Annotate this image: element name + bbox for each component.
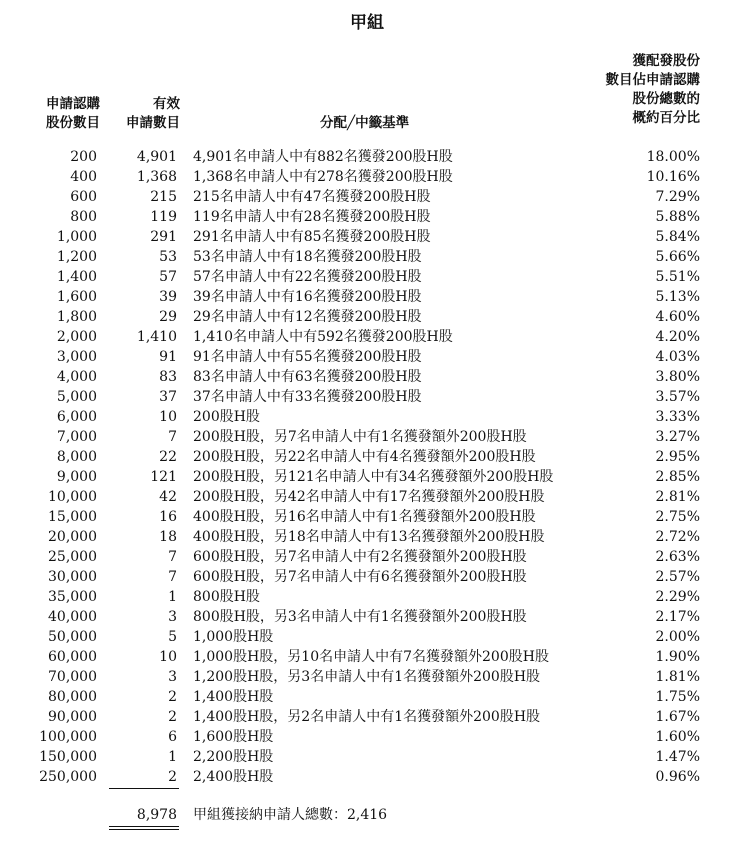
cell-valid-applications: 2	[168, 769, 177, 785]
header-allocation-basis: 分配╱中籤基準	[320, 115, 410, 131]
cell-allocation-basis: 53名申請人中有18名獲發200股H股	[193, 249, 422, 265]
cell-shares-applied: 2,000	[56, 329, 97, 345]
cell-shares-applied: 150,000	[39, 749, 97, 765]
cell-percentage: 4.03%	[655, 349, 700, 365]
cell-allocation-basis: 400股H股，另16名申請人中有1名獲發額外200股H股	[193, 509, 536, 525]
cell-shares-applied: 1,800	[56, 309, 97, 325]
table-row	[0, 267, 734, 287]
table-row	[0, 527, 734, 547]
table-row	[0, 407, 734, 427]
cell-shares-applied: 7,000	[56, 429, 97, 445]
cell-shares-applied: 9,000	[56, 469, 97, 485]
cell-shares-applied: 10,000	[48, 489, 97, 505]
cell-valid-applications: 119	[150, 209, 177, 225]
cell-shares-applied: 40,000	[48, 609, 97, 625]
total-valid-applications: 8,978	[136, 807, 177, 823]
cell-percentage: 0.96%	[655, 769, 700, 785]
cell-allocation-basis: 600股H股，另7名申請人中有2名獲發額外200股H股	[193, 549, 527, 565]
cell-valid-applications: 7	[168, 569, 177, 585]
cell-allocation-basis: 200股H股，另121名申請人中有34名獲發額外200股H股	[193, 469, 554, 485]
table-row	[0, 587, 734, 607]
cell-valid-applications: 1	[168, 589, 177, 605]
cell-shares-applied: 5,000	[56, 389, 97, 405]
cell-shares-applied: 600	[70, 189, 97, 205]
table-row	[0, 727, 734, 747]
cell-allocation-basis: 91名申請人中有55名獲發200股H股	[193, 349, 422, 365]
table-row	[0, 247, 734, 267]
cell-allocation-basis: 800股H股，另3名申請人中有1名獲發額外200股H股	[193, 609, 527, 625]
cell-allocation-basis: 57名申請人中有22名獲發200股H股	[193, 269, 422, 285]
cell-shares-applied: 1,600	[56, 289, 97, 305]
cell-shares-applied: 100,000	[39, 729, 97, 745]
header-shares-applied: 申請認購 股份數目	[46, 96, 100, 131]
table-row	[0, 447, 734, 467]
cell-shares-applied: 80,000	[48, 689, 97, 705]
cell-valid-applications: 39	[159, 289, 177, 305]
cell-shares-applied: 30,000	[48, 569, 97, 585]
cell-allocation-basis: 1,410名申請人中有592名獲發200股H股	[193, 329, 453, 345]
cell-allocation-basis: 600股H股，另7名申請人中有6名獲發額外200股H股	[193, 569, 527, 585]
cell-allocation-basis: 1,400股H股，另2名申請人中有1名獲發額外200股H股	[193, 709, 541, 725]
cell-valid-applications: 3	[168, 609, 177, 625]
cell-shares-applied: 6,000	[56, 409, 97, 425]
cell-percentage: 5.66%	[655, 249, 700, 265]
allocation-table	[0, 147, 734, 787]
cell-valid-applications: 83	[159, 369, 177, 385]
cell-shares-applied: 8,000	[56, 449, 97, 465]
cell-valid-applications: 18	[159, 529, 177, 545]
cell-valid-applications: 6	[168, 729, 177, 745]
cell-shares-applied: 20,000	[48, 529, 97, 545]
cell-percentage: 1.47%	[655, 749, 700, 765]
table-row	[0, 147, 734, 167]
table-row	[0, 347, 734, 367]
cell-percentage: 5.84%	[655, 229, 700, 245]
cell-allocation-basis: 1,400股H股	[193, 689, 274, 705]
cell-percentage: 1.81%	[655, 669, 700, 685]
table-row	[0, 427, 734, 447]
table-row	[0, 507, 734, 527]
cell-valid-applications: 29	[159, 309, 177, 325]
cell-valid-applications: 7	[168, 549, 177, 565]
cell-valid-applications: 2	[168, 709, 177, 725]
table-row	[0, 747, 734, 767]
cell-allocation-basis: 39名申請人中有16名獲發200股H股	[193, 289, 422, 305]
cell-percentage: 1.75%	[655, 689, 700, 705]
cell-percentage: 3.80%	[655, 369, 700, 385]
cell-allocation-basis: 2,200股H股	[193, 749, 274, 765]
cell-allocation-basis: 37名申請人中有33名獲發200股H股	[193, 389, 422, 405]
cell-shares-applied: 50,000	[48, 629, 97, 645]
cell-shares-applied: 90,000	[48, 709, 97, 725]
cell-allocation-basis: 1,000股H股	[193, 629, 274, 645]
total-label: 甲組獲接納申請人總數：2,416	[193, 807, 388, 823]
cell-percentage: 4.20%	[655, 329, 700, 345]
cell-valid-applications: 4,901	[136, 149, 177, 165]
table-row	[0, 167, 734, 187]
table-row	[0, 707, 734, 727]
cell-percentage: 2.85%	[655, 469, 700, 485]
cell-shares-applied: 250,000	[39, 769, 97, 785]
cell-allocation-basis: 1,000股H股，另10名申請人中有7名獲發額外200股H股	[193, 649, 549, 665]
cell-percentage: 2.95%	[655, 449, 700, 465]
cell-shares-applied: 15,000	[48, 509, 97, 525]
cell-allocation-basis: 200股H股，另7名申請人中有1名獲發額外200股H股	[193, 429, 527, 445]
cell-shares-applied: 25,000	[48, 549, 97, 565]
cell-valid-applications: 10	[159, 649, 177, 665]
cell-percentage: 5.51%	[655, 269, 700, 285]
table-row	[0, 647, 734, 667]
table-row	[0, 207, 734, 227]
cell-valid-applications: 3	[168, 669, 177, 685]
cell-percentage: 5.88%	[655, 209, 700, 225]
cell-allocation-basis: 1,600股H股	[193, 729, 274, 745]
cell-percentage: 1.67%	[655, 709, 700, 725]
cell-percentage: 2.63%	[655, 549, 700, 565]
cell-allocation-basis: 291名申請人中有85名獲發200股H股	[193, 229, 431, 245]
cell-allocation-basis: 200股H股，另42名申請人中有17名獲發額外200股H股	[193, 489, 545, 505]
table-row	[0, 487, 734, 507]
cell-valid-applications: 215	[150, 189, 177, 205]
cell-percentage: 3.57%	[655, 389, 700, 405]
cell-percentage: 18.00%	[646, 149, 700, 165]
table-row	[0, 547, 734, 567]
cell-allocation-basis: 800股H股	[193, 589, 260, 605]
table-row	[0, 687, 734, 707]
cell-percentage: 5.13%	[655, 289, 700, 305]
cell-valid-applications: 1,368	[136, 169, 177, 185]
cell-allocation-basis: 200股H股，另22名申請人中有4名獲發額外200股H股	[193, 449, 536, 465]
cell-allocation-basis: 400股H股，另18名申請人中有13名獲發額外200股H股	[193, 529, 545, 545]
section-title: 甲組	[350, 13, 384, 33]
table-row	[0, 667, 734, 687]
cell-shares-applied: 1,000	[56, 229, 97, 245]
cell-allocation-basis: 215名申請人中有47名獲發200股H股	[193, 189, 431, 205]
cell-shares-applied: 4,000	[56, 369, 97, 385]
cell-shares-applied: 35,000	[48, 589, 97, 605]
cell-shares-applied: 70,000	[48, 669, 97, 685]
cell-percentage: 3.33%	[655, 409, 700, 425]
cell-shares-applied: 60,000	[48, 649, 97, 665]
cell-allocation-basis: 1,200股H股，另3名申請人中有1名獲發額外200股H股	[193, 669, 541, 685]
cell-percentage: 3.27%	[655, 429, 700, 445]
table-row	[0, 567, 734, 587]
cell-shares-applied: 3,000	[56, 349, 97, 365]
subtotal-rule	[109, 788, 179, 789]
cell-percentage: 2.72%	[655, 529, 700, 545]
cell-valid-applications: 53	[159, 249, 177, 265]
cell-shares-applied: 800	[70, 209, 97, 225]
table-row	[0, 607, 734, 627]
cell-percentage: 2.17%	[655, 609, 700, 625]
cell-valid-applications: 291	[150, 229, 177, 245]
cell-valid-applications: 2	[168, 689, 177, 705]
cell-valid-applications: 1,410	[136, 329, 177, 345]
cell-valid-applications: 57	[159, 269, 177, 285]
cell-allocation-basis: 119名申請人中有28名獲發200股H股	[193, 209, 431, 225]
table-row	[0, 367, 734, 387]
table-row	[0, 327, 734, 347]
cell-valid-applications: 1	[168, 749, 177, 765]
cell-valid-applications: 7	[168, 429, 177, 445]
cell-valid-applications: 91	[159, 349, 177, 365]
table-row	[0, 227, 734, 247]
table-row	[0, 187, 734, 207]
cell-allocation-basis: 4,901名申請人中有882名獲發200股H股	[193, 149, 453, 165]
cell-shares-applied: 400	[70, 169, 97, 185]
cell-allocation-basis: 2,400股H股	[193, 769, 274, 785]
cell-allocation-basis: 1,368名申請人中有278名獲發200股H股	[193, 169, 453, 185]
header-valid-applications: 有效 申請數目	[126, 96, 180, 131]
cell-shares-applied: 1,200	[56, 249, 97, 265]
cell-valid-applications: 37	[159, 389, 177, 405]
cell-valid-applications: 16	[159, 509, 177, 525]
cell-valid-applications: 22	[159, 449, 177, 465]
cell-shares-applied: 1,400	[56, 269, 97, 285]
cell-percentage: 1.90%	[655, 649, 700, 665]
table-row	[0, 307, 734, 327]
cell-percentage: 2.57%	[655, 569, 700, 585]
cell-percentage: 2.75%	[655, 509, 700, 525]
table-row	[0, 287, 734, 307]
cell-shares-applied: 200	[70, 149, 97, 165]
cell-valid-applications: 42	[159, 489, 177, 505]
cell-percentage: 2.29%	[655, 589, 700, 605]
total-rule-1	[109, 826, 179, 827]
table-row	[0, 767, 734, 787]
cell-allocation-basis: 29名申請人中有12名獲發200股H股	[193, 309, 422, 325]
cell-percentage: 7.29%	[655, 189, 700, 205]
total-row	[0, 805, 734, 825]
table-row	[0, 627, 734, 647]
header-percentage: 獲配發股份 數目佔申請認購 股份總數的 概約百分比	[605, 53, 700, 126]
cell-percentage: 2.00%	[655, 629, 700, 645]
table-row	[0, 387, 734, 407]
cell-percentage: 4.60%	[655, 309, 700, 325]
cell-percentage: 10.16%	[646, 169, 700, 185]
cell-allocation-basis: 83名申請人中有63名獲發200股H股	[193, 369, 422, 385]
total-rule-2	[109, 829, 179, 830]
cell-valid-applications: 5	[168, 629, 177, 645]
cell-percentage: 1.60%	[655, 729, 700, 745]
cell-valid-applications: 121	[150, 469, 177, 485]
cell-percentage: 2.81%	[655, 489, 700, 505]
table-row	[0, 467, 734, 487]
cell-valid-applications: 10	[159, 409, 177, 425]
cell-allocation-basis: 200股H股	[193, 409, 260, 425]
